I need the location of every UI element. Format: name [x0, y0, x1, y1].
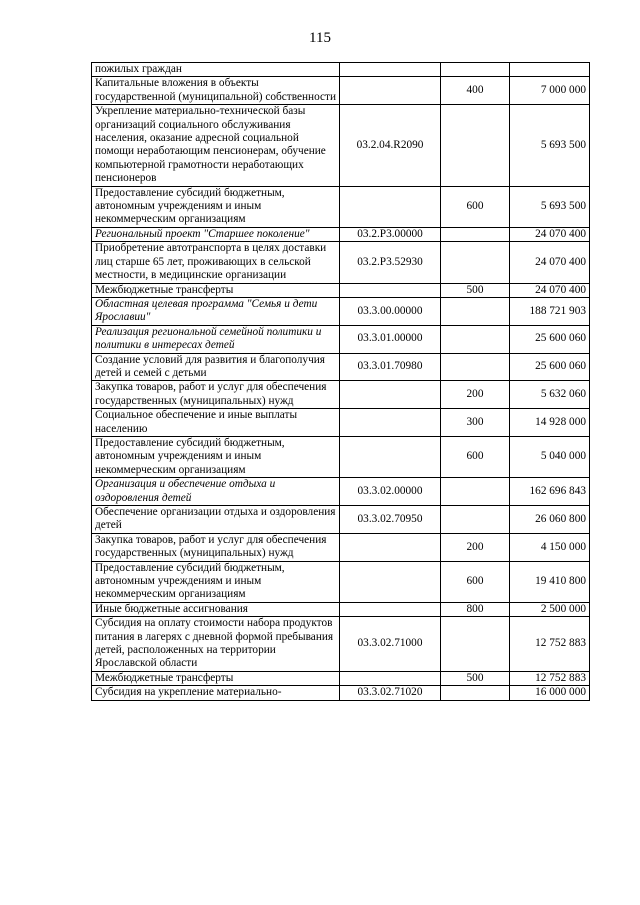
row-expense-type-cell: 200: [441, 381, 510, 409]
row-amount-cell: [510, 63, 590, 77]
row-name-cell: Социальное обеспечение и иные выплаты населению: [92, 409, 340, 437]
row-amount-cell: 2 500 000: [510, 602, 590, 616]
row-expense-type-cell: 800: [441, 602, 510, 616]
row-code-cell: 03.2.P3.52930: [340, 242, 441, 283]
table-row: [92, 409, 590, 437]
row-amount-cell: 26 060 800: [510, 506, 590, 534]
row-expense-type-cell: [441, 506, 510, 534]
row-code-cell: 03.2.04.R2090: [340, 105, 441, 186]
row-code-cell: 03.3.02.70950: [340, 506, 441, 534]
table-row: [92, 77, 590, 105]
row-code-cell: 03.3.01.00000: [340, 325, 441, 353]
table-row: [92, 353, 590, 381]
row-expense-type-cell: [441, 242, 510, 283]
table-row: [92, 617, 590, 672]
row-expense-type-cell: 500: [441, 671, 510, 685]
row-amount-cell: 4 150 000: [510, 533, 590, 561]
table-row: [92, 297, 590, 325]
table-row: [92, 478, 590, 506]
table-row: [92, 63, 590, 77]
row-expense-type-cell: [441, 297, 510, 325]
table-row: [92, 283, 590, 297]
row-name-cell: пожилых граждан: [92, 63, 340, 77]
row-code-cell: 03.3.00.00000: [340, 297, 441, 325]
row-expense-type-cell: 600: [441, 186, 510, 227]
row-name-cell: Предоставление субсидий бюджетным, автономным учреждениям и иным некоммерческим организациям: [92, 436, 340, 477]
row-amount-cell: 24 070 400: [510, 227, 590, 241]
table-row: [92, 671, 590, 685]
row-name-cell: Межбюджетные трансферты: [92, 671, 340, 685]
table-row: [92, 561, 590, 602]
row-expense-type-cell: 600: [441, 436, 510, 477]
row-name-cell: Предоставление субсидий бюджетным, автономным учреждениям и иным некоммерческим организациям: [92, 561, 340, 602]
row-amount-cell: 16 000 000: [510, 686, 590, 700]
row-name-cell: Капитальные вложения в объекты государственной (муниципальной) собственности: [92, 77, 340, 105]
row-name-cell: Региональный проект "Старшее поколение": [92, 227, 340, 241]
row-code-cell: 03.3.02.71020: [340, 686, 441, 700]
row-amount-cell: 5 693 500: [510, 105, 590, 186]
row-code-cell: 03.3.01.70980: [340, 353, 441, 381]
row-amount-cell: 188 721 903: [510, 297, 590, 325]
row-amount-cell: 19 410 800: [510, 561, 590, 602]
row-expense-type-cell: [441, 105, 510, 186]
table-row: [92, 602, 590, 616]
row-name-cell: Межбюджетные трансферты: [92, 283, 340, 297]
row-expense-type-cell: [441, 325, 510, 353]
row-expense-type-cell: 500: [441, 283, 510, 297]
row-name-cell: Создание условий для развития и благополучия детей и семей с детьми: [92, 353, 340, 381]
row-expense-type-cell: 400: [441, 77, 510, 105]
row-code-cell: 03.2.P3.00000: [340, 227, 441, 241]
row-name-cell: Предоставление субсидий бюджетным, автономным учреждениям и иным некоммерческим организациям: [92, 186, 340, 227]
row-code-cell: [340, 602, 441, 616]
table-row: [92, 105, 590, 186]
row-expense-type-cell: [441, 353, 510, 381]
row-amount-cell: 25 600 060: [510, 325, 590, 353]
row-expense-type-cell: 200: [441, 533, 510, 561]
budget-table-body: [92, 63, 590, 701]
row-amount-cell: 25 600 060: [510, 353, 590, 381]
row-expense-type-cell: 600: [441, 561, 510, 602]
row-name-cell: Иные бюджетные ассигнования: [92, 602, 340, 616]
row-amount-cell: 14 928 000: [510, 409, 590, 437]
row-amount-cell: 7 000 000: [510, 77, 590, 105]
row-code-cell: [340, 436, 441, 477]
row-code-cell: [340, 671, 441, 685]
table-row: [92, 242, 590, 283]
page-number: 115: [309, 30, 331, 46]
row-code-cell: [340, 283, 441, 297]
row-code-cell: [340, 77, 441, 105]
row-code-cell: [340, 63, 441, 77]
row-name-cell: Укрепление материально-технической базы организаций социального обслуживания населения, оказание адресной социальной помощи неработающим пенсионерам, обучение компьютерной грамотности неработающих пенсионеров: [92, 105, 340, 186]
row-code-cell: [340, 533, 441, 561]
row-code-cell: 03.3.02.71000: [340, 617, 441, 672]
table-row: [92, 686, 590, 700]
row-expense-type-cell: [441, 686, 510, 700]
table-row: [92, 533, 590, 561]
table-row: [92, 381, 590, 409]
row-expense-type-cell: 300: [441, 409, 510, 437]
row-amount-cell: 5 693 500: [510, 186, 590, 227]
row-expense-type-cell: [441, 227, 510, 241]
row-expense-type-cell: [441, 63, 510, 77]
row-name-cell: Субсидия на укрепление материально-: [92, 686, 340, 700]
row-amount-cell: 24 070 400: [510, 242, 590, 283]
row-amount-cell: 5 040 000: [510, 436, 590, 477]
row-name-cell: Реализация региональной семейной политики и политики в интересах детей: [92, 325, 340, 353]
table-row: [92, 186, 590, 227]
row-name-cell: Областная целевая программа "Семья и дети Ярославии": [92, 297, 340, 325]
row-amount-cell: 12 752 883: [510, 617, 590, 672]
row-amount-cell: 162 696 843: [510, 478, 590, 506]
table-row: [92, 227, 590, 241]
row-amount-cell: 24 070 400: [510, 283, 590, 297]
row-expense-type-cell: [441, 478, 510, 506]
row-name-cell: Субсидия на оплату стоимости набора продуктов питания в лагерях с дневной формой пребывания детей, расположенных на территории Ярославской области: [92, 617, 340, 672]
row-expense-type-cell: [441, 617, 510, 672]
table-row: [92, 436, 590, 477]
row-code-cell: [340, 561, 441, 602]
table-row: [92, 325, 590, 353]
row-code-cell: [340, 381, 441, 409]
table-row: [92, 506, 590, 534]
row-code-cell: [340, 186, 441, 227]
budget-table: [91, 62, 590, 701]
row-code-cell: 03.3.02.00000: [340, 478, 441, 506]
row-name-cell: Организация и обеспечение отдыха и оздоровления детей: [92, 478, 340, 506]
row-code-cell: [340, 409, 441, 437]
row-name-cell: Обеспечение организации отдыха и оздоровления детей: [92, 506, 340, 534]
row-amount-cell: 5 632 060: [510, 381, 590, 409]
row-name-cell: Приобретение автотранспорта в целях доставки лиц старше 65 лет, проживающих в сельской местности, в медицинские организации: [92, 242, 340, 283]
row-amount-cell: 12 752 883: [510, 671, 590, 685]
row-name-cell: Закупка товаров, работ и услуг для обеспечения государственных (муниципальных) нужд: [92, 533, 340, 561]
row-name-cell: Закупка товаров, работ и услуг для обеспечения государственных (муниципальных) нужд: [92, 381, 340, 409]
